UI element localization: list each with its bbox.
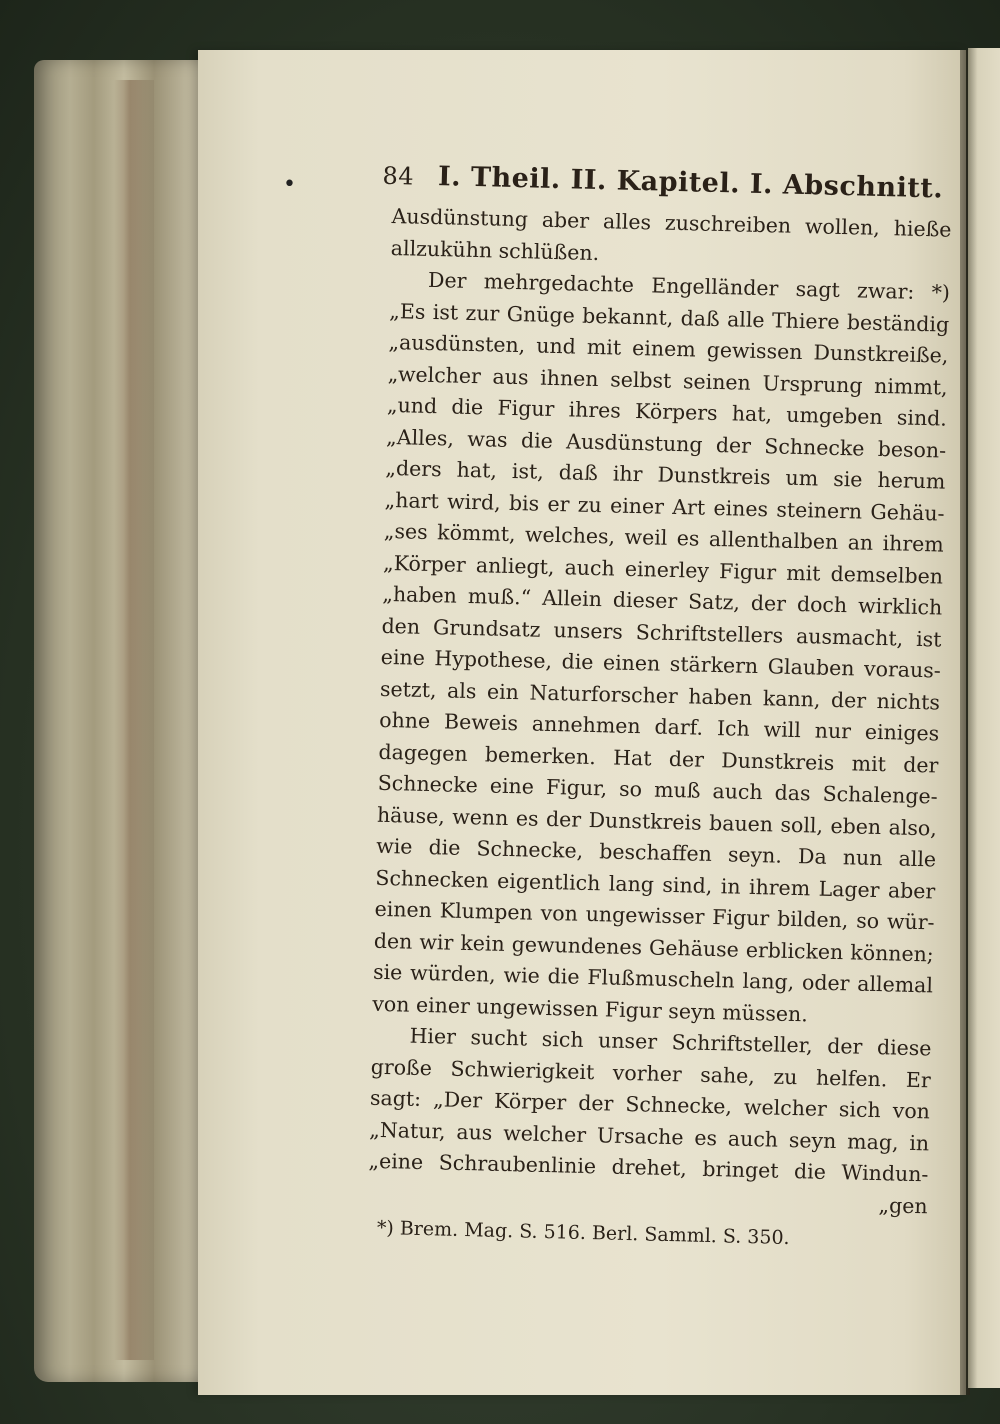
- text-line: Ausdünstung aber alles zuschreiben wollen, hieße: [391, 203, 952, 242]
- text-line: „und die Figur ihres Körpers hat, umgeben sind.: [386, 392, 948, 431]
- text-line: häuse, wenn es der Dunstkreis bauen soll, eben also,: [376, 802, 938, 840]
- text-line: Schnecken eigentlich lang sind, in ihrem Lager aber: [375, 865, 936, 903]
- facing-page-edge: [968, 48, 1000, 1388]
- text-line: wie die Schnecke, beschaffen seyn. Da nun alle: [375, 833, 937, 872]
- text-line: sagt: „Der Körper der Schnecke, welcher sich von: [369, 1085, 931, 1124]
- page-number: 84: [382, 161, 415, 191]
- text-line: „Es ist zur Gnüge bekannt, daß alle Thiere beständig: [389, 298, 950, 337]
- text-line: „Körper anliegt, auch einerley Figur mit demselben: [382, 550, 944, 589]
- text-line: setzt, als ein Naturforscher haben kann, der nichts: [379, 676, 941, 715]
- text-line: den wir kein gewundenes Gehäuse erblicken können;: [373, 928, 935, 966]
- text-line: von einer ungewissen Figur seyn müssen.: [372, 991, 809, 1026]
- text-line: eine Hypothese, die einen stärkern Glauben voraus-: [380, 644, 941, 683]
- text-line: Hier sucht sich unser Schriftsteller, der diese: [409, 1023, 932, 1061]
- text-line: „eine Schraubenlinie drehet, bringet die Windun-: [368, 1148, 929, 1187]
- text-line: einen Klumpen von ungewisser Figur bilden, so wür-: [374, 896, 935, 935]
- text-line: dagegen bemerken. Hat der Dunstkreis mit der: [378, 739, 939, 778]
- footnote: *) Brem. Mag. S. 516. Berl. Samml. S. 350.: [376, 1216, 790, 1250]
- text-line: „Natur, aus welcher Ursache es auch seyn mag, in: [369, 1117, 930, 1155]
- text-line: sie würden, wie die Flußmuscheln lang, oder allemal: [372, 959, 934, 998]
- text-line: allzukühn schlüßen.: [390, 235, 600, 265]
- text-line: Schnecke eine Figur, so muß auch das Schalenge-: [377, 770, 938, 809]
- page-text: [367, 160, 953, 1256]
- text-line: Der mehrgedachte Engelländer sagt zwar: *): [427, 267, 951, 305]
- text-line: „haben muß.“ Allein dieser Satz, der doch wirklich: [382, 581, 943, 620]
- catchword: „gen: [878, 1192, 928, 1218]
- text-line: „welcher aus ihnen selbst seinen Ursprung nimmt,: [387, 361, 948, 400]
- text-line: ohne Beweis annehmen darf. Ich will nur einiges: [379, 707, 940, 746]
- text-line: „ausdünsten, und mit einem gewissen Dunstkreiße,: [388, 329, 949, 368]
- text-line: „ses kömmt, welches, weil es allenthalben an ihrem: [383, 518, 945, 557]
- margin-mark: •: [283, 172, 296, 197]
- text-line: große Schwierigkeit vorher sahe, zu helfen. Er: [370, 1054, 931, 1092]
- text-line: „Alles, was die Ausdünstung der Schnecke beson-: [385, 424, 947, 463]
- text-line: den Grundsatz unsers Schriftstellers ausmacht, ist: [381, 613, 942, 652]
- text-line: „hart wird, bis er zu einer Art eines steinern Gehäu-: [384, 487, 945, 526]
- text-line: „ders hat, ist, daß ihr Dunstkreis um sie herum: [385, 455, 946, 494]
- header-title: I. Theil. II. Kapitel. I. Abschnitt.: [437, 161, 944, 205]
